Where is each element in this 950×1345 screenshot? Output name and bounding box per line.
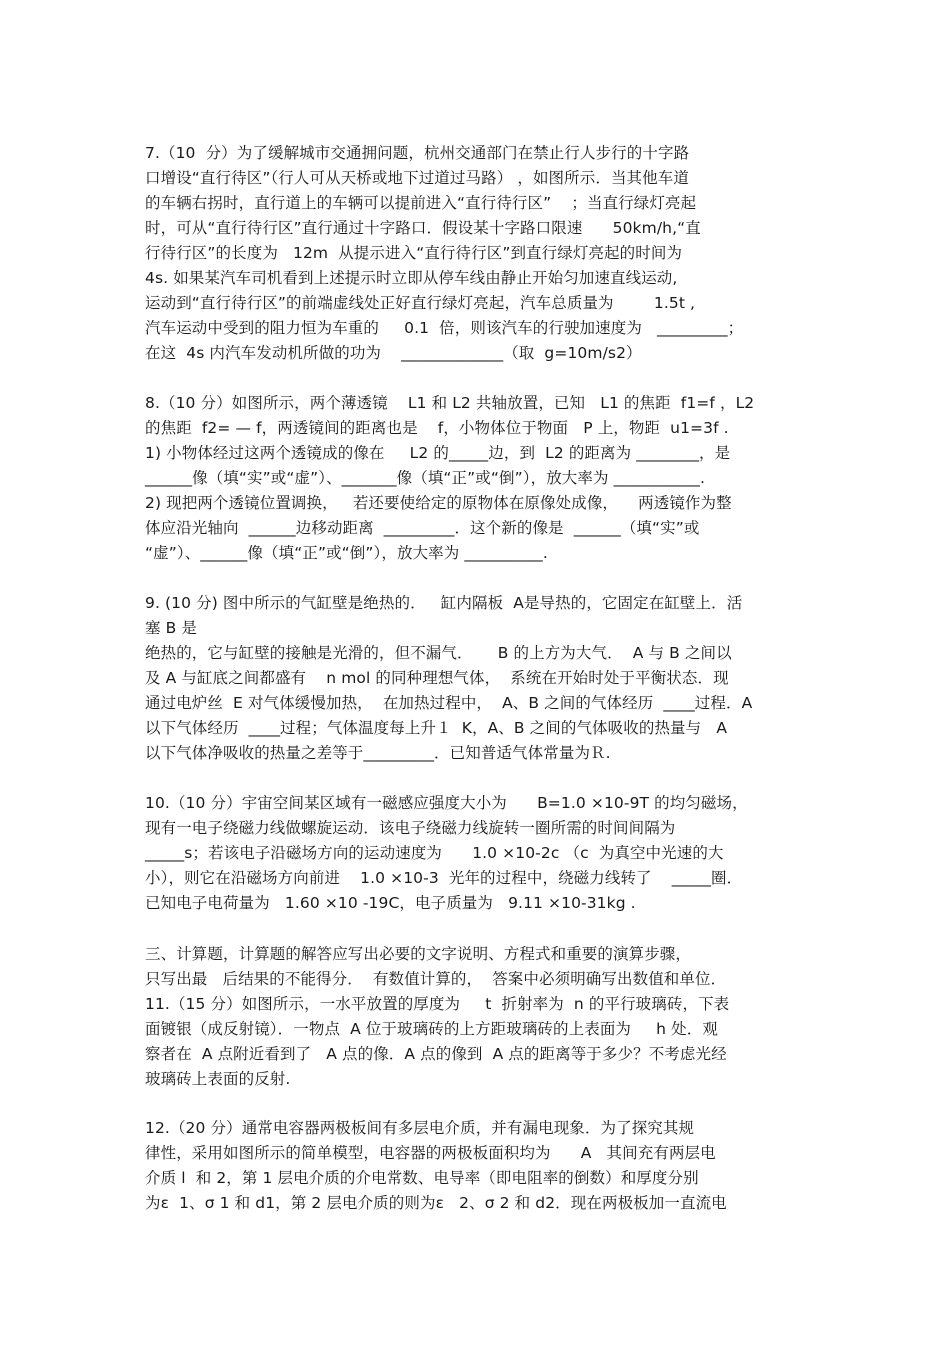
q8-line: 2) 现把两个透镜位置调换， 若还要使给定的原物体在原像处成像， 两透镜作为整 — [145, 494, 732, 512]
q11-line: 察者在 A 点附近看到了 A 点的像．A 点的像到 A 点的距离等于多少？不考虑光经 — [145, 1045, 727, 1063]
question-11 — [145, 992, 815, 1092]
q7-line: 口增设“直行待区”（行人可从天桥或地下过道过马路） ，如图所示．当其他车道 — [145, 169, 689, 187]
question-8 — [145, 391, 815, 566]
q11-line: 玻璃砖上表面的反射. — [145, 1070, 291, 1088]
q11-line: 11.（15 分）如图所示，一水平放置的厚度为 t 折射率为 n 的平行玻璃砖，下表 — [145, 995, 730, 1013]
q7-line: 汽车运动中受到的阻力恒为车重的 0.1 倍，则该汽车的行驶加速度为 _________； — [145, 319, 744, 337]
q12-line: 介质 l 和 2，第 1 层电介质的介电常数、电导率（即电阻率的倒数）和厚度分别 — [145, 1169, 699, 1187]
q8-line: 体应沿光轴向 ______边移动距离 _________．这个新的像是 ______（填“实”或 — [145, 519, 700, 537]
q7-line: 的车辆右拐时，直行道上的车辆可以提前进入“直行待行区” ；当直行绿灯亮起 — [145, 194, 697, 212]
q10-line: 10.（10 分）宇宙空间某区域有一磁感应强度大小为 B=1.0 ×10-9T 的均匀磁场， — [145, 794, 748, 812]
q12-line: 律性，采用如图所示的简单模型，电容器的两极板面积均为 A 其间充有两层电 — [145, 1144, 716, 1162]
q10-line: 已知电子电荷量为 1.60 ×10 -19C，电子质量为 9.11 ×10-31kg . — [145, 894, 636, 912]
q10-line: _____s；若该电子沿磁场方向的运动速度为 1.0 ×10-2c （c 为真空中光速的大 — [145, 844, 724, 862]
q7-line: 7.（10 分）为了缓解城市交通拥问题，杭州交通部门在禁止行人步行的十字路 — [145, 144, 690, 162]
q10-line: 现有一电子绕磁力线做螺旋运动．该电子绕磁力线旋转一圈所需的时间间隔为 — [145, 819, 676, 837]
q9-line: 以下气体净吸收的热量之差等于_________．已知普适气体常量为Ｒ. — [145, 744, 611, 762]
q8-line: 的焦距 f2= — f，两透镜间的距离也是 f，小物体位于物面 P 上，物距 u1=3f . — [145, 419, 729, 437]
question-12 — [145, 1116, 815, 1216]
question-10 — [145, 791, 815, 916]
q7-line: 在这 4s 内汽车发动机所做的功为 _____________（取 g=10m/s2） — [145, 344, 642, 362]
q9-line: 以下气体经历 ____过程；气体温度每上升１ K，A、B 之间的气体吸收的热量与 A — [145, 719, 728, 737]
q7-line: 运动到“直行待行区”的前端虚线处正好直行绿灯亮起，汽车总质量为 1.5t , — [145, 294, 696, 312]
question-9 — [145, 591, 815, 766]
q8-line: 8.（10 分）如图所示，两个薄透镜 L1 和 L2 共轴放置，已知 L1 的焦距 f1=f ，L2 — [145, 394, 755, 412]
section3-line: 只写出最 后结果的不能得分． 有数值计算的， 答案中必须明确写出数值和单位． — [145, 970, 727, 988]
q10-line: 小），则它在沿磁场方向前进 1.0 ×10-3 光年的过程中，绕磁力线转了 _____圈． — [145, 869, 743, 887]
q8-line: 1) 小物体经过这两个透镜成的像在 L2 的_____边，到 L2 的距离为 ________，是 — [145, 444, 731, 462]
q9-line: 9. (10 分) 图中所示的气缸壁是绝热的． 缸内隔板 A是导热的，它固定在缸壁上．活 — [145, 594, 743, 612]
question-7 — [145, 141, 815, 366]
q8-line: “虚”）、______像（填“正”或“倒”），放大率为 __________. — [145, 544, 548, 562]
q9-line: 及 A 与缸底之间都盛有 n mol 的同种理想气体， 系统在开始时处于平衡状态．现 — [145, 669, 729, 687]
q11-line: 面镀银（成反射镜）．一物点 A 位于玻璃砖的上方距玻璃砖的上表面为 h 处．观 — [145, 1020, 718, 1038]
q12-line: 12.（20 分）通常电容器两极板间有多层电介质，并有漏电现象．为了探究其规 — [145, 1119, 695, 1137]
section3-line: 三、计算题，计算题的解答应写出必要的文字说明、方程式和重要的演算步骤， — [145, 945, 692, 963]
q7-line: 时，可从“直行待行区”直行通过十字路口．假设某十字路口限速 50km/h,“直 — [145, 219, 701, 237]
q8-line: ______像（填“实”或“虚”）、_______像（填“正”或“倒”），放大率为 ___________. — [145, 469, 705, 487]
q9-line: 绝热的，它与缸壁的接触是光滑的，但不漏气． B 的上方为大气． A 与 B 之间以 — [145, 644, 732, 662]
q7-line: 行待行区”的长度为 12m 从提示进入“直行待行区”到直行绿灯亮起的时间为 — [145, 244, 683, 262]
q9-line: 塞 B 是 — [145, 619, 197, 637]
q9-line: 通过电炉丝 E 对气体缓慢加热， 在加热过程中， A、B 之间的气体经历 ____过程．A — [145, 694, 753, 712]
section-3-heading — [145, 942, 815, 992]
q12-line: 为ε 1、σ 1 和 d1，第 2 层电介质的则为ε 2、σ 2 和 d2．现在两极板加一直流电 — [145, 1194, 727, 1212]
q7-line: 4s. 如果某汽车司机看到上述提示时立即从停车线由静止开始匀加速直线运动, — [145, 269, 678, 287]
